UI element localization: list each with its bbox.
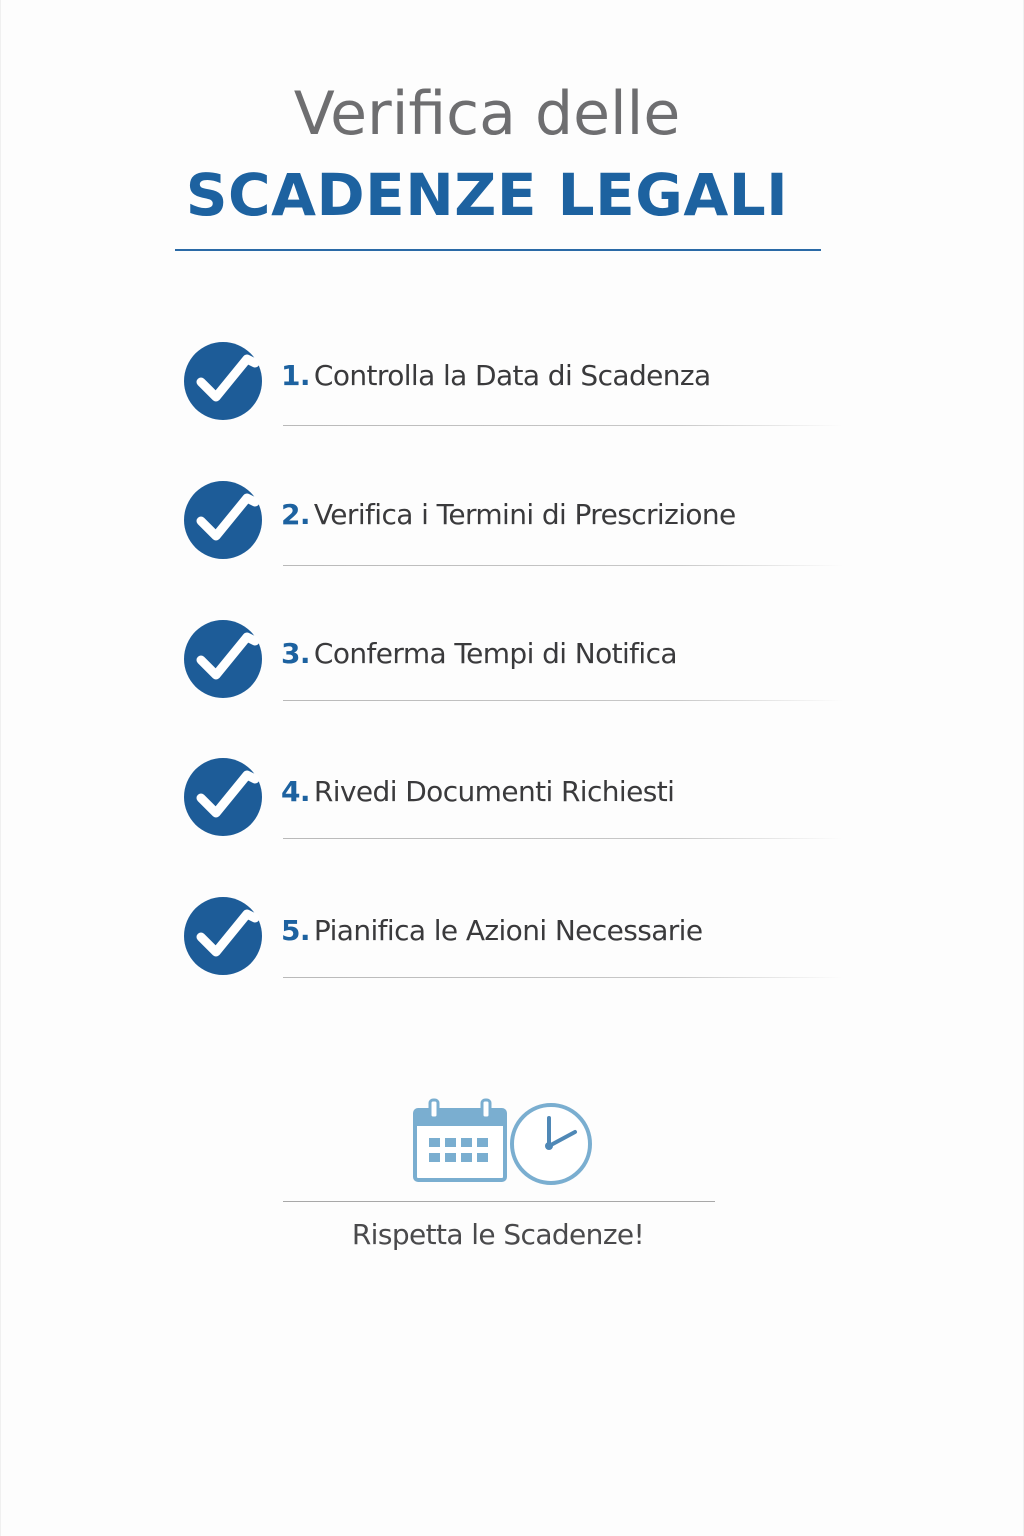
checklist-item-1 <box>183 341 843 421</box>
checklist-item-text <box>281 775 674 808</box>
checklist-item-number: 1. <box>281 359 310 392</box>
item-divider <box>283 425 843 426</box>
title-divider <box>175 249 821 251</box>
checklist-item-text <box>281 498 736 531</box>
checklist-item-text <box>281 359 711 392</box>
calendar-clock-illustration <box>413 1098 597 1190</box>
checklist-item-number: 5. <box>281 914 310 947</box>
clock-icon <box>512 1105 590 1183</box>
checkmark-circle-icon <box>183 480 263 560</box>
item-divider <box>283 700 843 701</box>
page-title-line1: Verifica delle <box>293 79 681 149</box>
checklist-item-label: Pianifica le Azioni Necessarie <box>313 914 703 947</box>
checklist-item-label: Rivedi Documenti Richiesti <box>313 775 675 808</box>
checklist-item-number: 2. <box>281 498 310 531</box>
item-divider <box>283 977 843 978</box>
checkmark-circle-icon <box>183 757 263 837</box>
calendar-icon <box>415 1100 505 1180</box>
item-divider <box>283 838 843 839</box>
checklist-item-text <box>281 914 702 947</box>
footer-caption: Rispetta le Scadenze! <box>351 1218 645 1251</box>
checklist-item-3 <box>183 619 843 699</box>
checklist-item-number: 4. <box>281 775 310 808</box>
checklist-item-number: 3. <box>281 637 310 670</box>
checklist-item-2 <box>183 480 843 560</box>
item-divider <box>283 565 843 566</box>
checklist-item-5 <box>183 896 843 976</box>
checklist-item-text <box>281 637 677 670</box>
checkmark-circle-icon <box>183 619 263 699</box>
checklist-item-label: Conferma Tempi di Notifica <box>313 637 677 670</box>
page-title-line2: SCADENZE LEGALI <box>185 161 789 229</box>
footer-icons <box>413 1098 597 1190</box>
checkmark-circle-icon <box>183 341 263 421</box>
checklist-item-4 <box>183 757 843 837</box>
checklist-item-label: Controlla la Data di Scadenza <box>313 359 711 392</box>
checklist-item-label: Verifica i Termini di Prescrizione <box>313 498 736 531</box>
footer-divider <box>283 1201 715 1202</box>
checkmark-circle-icon <box>183 896 263 976</box>
